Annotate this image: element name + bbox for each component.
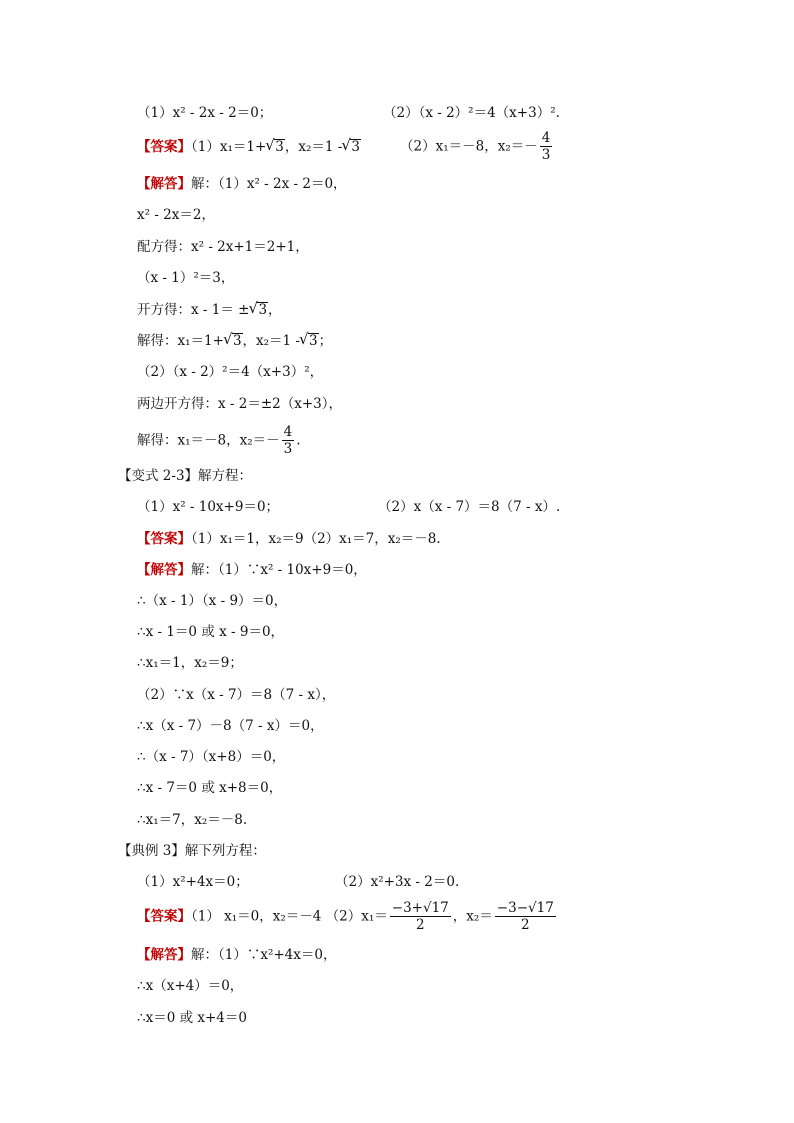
- answer-text: ，x₂＝1 -: [284, 139, 343, 155]
- answer-tag: 【答案】: [137, 908, 191, 925]
- step-line: ∴x₁＝1，x₂＝9；: [137, 655, 243, 671]
- problem-1-eq: （1）x² - 2x - 2＝0；: [137, 105, 273, 121]
- example-eq-2: （2）x²+3x - 2＝0.: [335, 874, 460, 890]
- step-line: 解得：x₁＝－8，x₂＝－ $\frac{4}{3}$ .: [137, 424, 301, 457]
- answer-text: （1）x₁＝1+: [191, 139, 267, 155]
- step-line: 两边开方得：x - 2＝±2（x+3），: [137, 396, 343, 412]
- solution-3-line: [137, 946, 336, 964]
- step-line: 解得：x₁＝1+√ 3，x₂＝1 -√ 3；: [137, 332, 332, 350]
- variant-title: 【变式 2-3】解方程：: [118, 468, 253, 484]
- problem-2-eq: （2）（x - 2）²＝4（x+3）².: [383, 105, 560, 121]
- answer-3-line: [137, 900, 558, 933]
- step-line: ∴x（x - 7）－8（7 - x）＝0，: [137, 718, 324, 734]
- variant-eq-2: （2）x（x - 7）＝8（7 - x）.: [378, 499, 561, 515]
- step-line: 开方得：x - 1＝ ±√ 3，: [137, 301, 282, 319]
- solution-1-line: [137, 175, 347, 193]
- step-line: ∴（x - 1）（x - 9）＝0，: [137, 593, 288, 609]
- answer-tag: 【答案】: [137, 531, 191, 547]
- solution-text: 解：（1）∵x² - 10x+9＝0，: [191, 562, 367, 578]
- answer-text: （2）x₁＝－8，x₂＝－: [400, 138, 538, 155]
- step-line: ∴（x - 7）（x+8）＝0，: [137, 749, 286, 765]
- step-line: ∴x - 1＝0 或 x - 9＝0，: [137, 624, 285, 640]
- step-line: 配方得：x² - 2x+1＝2+1，: [137, 239, 309, 255]
- answer-text: （1） x₁＝0，x₂＝－4 （2）x₁＝: [191, 908, 388, 925]
- solution-text: 解：（1）∵x²+4x＝0，: [191, 947, 337, 963]
- fraction: $\frac{-3-√17}{2}$: [496, 900, 554, 933]
- sqrt-symbol: √ 3: [249, 301, 268, 319]
- variant-eq-1: （1）x² - 10x+9＝0；: [137, 499, 280, 515]
- answer-2-line: [137, 530, 441, 548]
- solution-text: 解：（1）x² - 2x - 2＝0，: [191, 176, 347, 192]
- solution-tag: 【解答】: [137, 947, 191, 963]
- sqrt-symbol: √ 3: [300, 332, 319, 350]
- sqrt-symbol: √ 3: [342, 138, 361, 156]
- sqrt-symbol: √ 3: [224, 332, 243, 350]
- step-line: ∴x₁＝7，x₂＝－8.: [137, 812, 248, 828]
- example-eq-1: （1）x²+4x＝0；: [137, 874, 249, 890]
- fraction: $\frac{4}{3}$: [541, 130, 551, 163]
- step-line: （2）（x - 2）²＝4（x+3）²，: [137, 364, 324, 380]
- answer-text: （1）x₁＝1，x₂＝9（2）x₁＝7，x₂＝－8.: [191, 531, 441, 547]
- sqrt-symbol: √ 3: [266, 138, 285, 156]
- fraction: $\frac{4}{3}$: [283, 424, 293, 457]
- step-line: ∴x（x+4）＝0，: [137, 978, 244, 994]
- answer-1-line: [137, 138, 361, 156]
- fraction: $\frac{-3+√17}{2}$: [391, 900, 449, 933]
- solution-tag: 【解答】: [137, 176, 191, 192]
- step-line: x² - 2x＝2，: [137, 207, 215, 223]
- example-title: 【典例 3】解下列方程：: [118, 843, 266, 859]
- answer-1-part2: [400, 130, 554, 163]
- step-line: ∴x＝0 或 x+4＝0: [137, 1010, 247, 1026]
- answer-tag: 【答案】: [137, 139, 191, 155]
- step-line: （x - 1）²＝3，: [137, 270, 235, 286]
- step-line: ∴x - 7＝0 或 x+8＝0，: [137, 780, 283, 796]
- answer-text: ，x₂＝: [452, 908, 493, 925]
- solution-2-line: [137, 561, 367, 579]
- solution-tag: 【解答】: [137, 562, 191, 578]
- step-line: （2）∵x（x - 7）＝8（7 - x），: [137, 687, 336, 703]
